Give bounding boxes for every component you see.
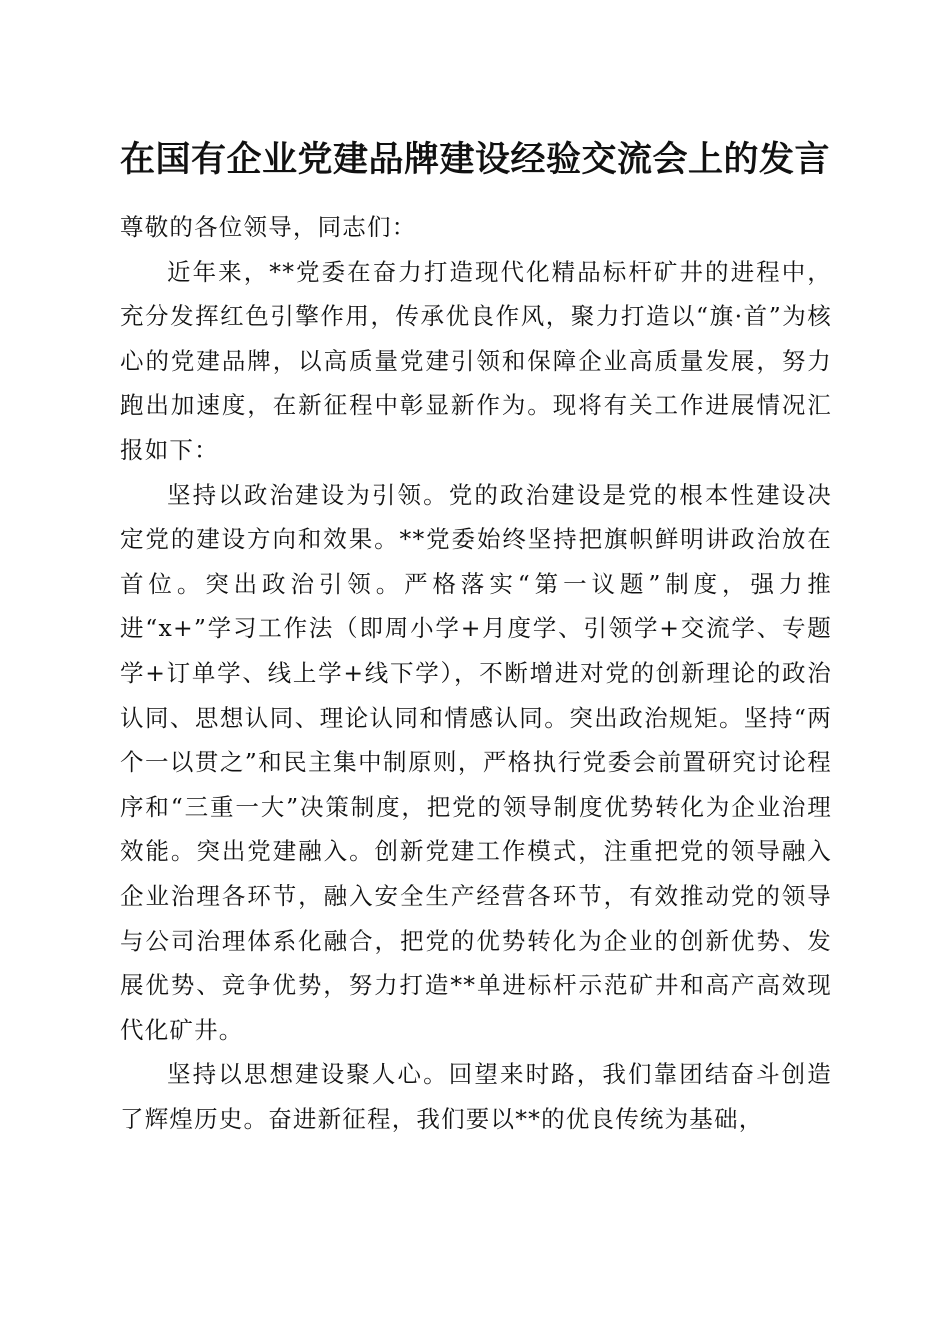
document-body xyxy=(120,205,832,1141)
salutation: 尊敬的各位领导，同志们： xyxy=(120,213,417,241)
paragraph-political-building: 坚持以政治建设为引领。党的政治建设是党的根本性建设决定党的建设方向和效果。**党委始终坚持把旗帜鲜明讲政治放在首位。突出政治引领。严格落实“第一议题”制度，强力推进“x+”学习工作法（即周小学+月度学、引领学+交流学、专题学+订单学、线上学+线下学），不断增进对党的创新理论的政治认同、思想认同、理论认同和情感认同。突出政治规矩。坚持“两个一以贯之”和民主集中制原则，严格执行党委会前置研究讨论程序和“三重一大”决策制度，把党的领导制度优势转化为企业治理效能。突出党建融入。创新党建工作模式，注重把党的领导融入企业治理各环节，融入安全生产经营各环节，有效推动党的领导与公司治理体系化融合，把党的优势转化为企业的创新优势、发展优势、竞争优势，努力打造**单进标杆示范矿井和高产高效现代化矿井。 xyxy=(120,480,832,1044)
paragraph-intro: 近年来，**党委在奋力打造现代化精品标杆矿井的进程中，充分发挥红色引擎作用，传承优良作风，聚力打造以“旗·首”为核心的党建品牌，以高质量党建引领和保障企业高质量发展，努力跑出加速度，在新征程中彰显新作为。现将有关工作进展情况汇报如下： xyxy=(120,257,832,464)
paragraph-ideological-building: 坚持以思想建设聚人心。回望来时路，我们靠团结奋斗创造了辉煌历史。奋进新征程，我们要以**的优良传统为基础， xyxy=(120,1060,832,1133)
document-title: 在国有企业党建品牌建设经验交流会上的发言 xyxy=(119,139,830,180)
